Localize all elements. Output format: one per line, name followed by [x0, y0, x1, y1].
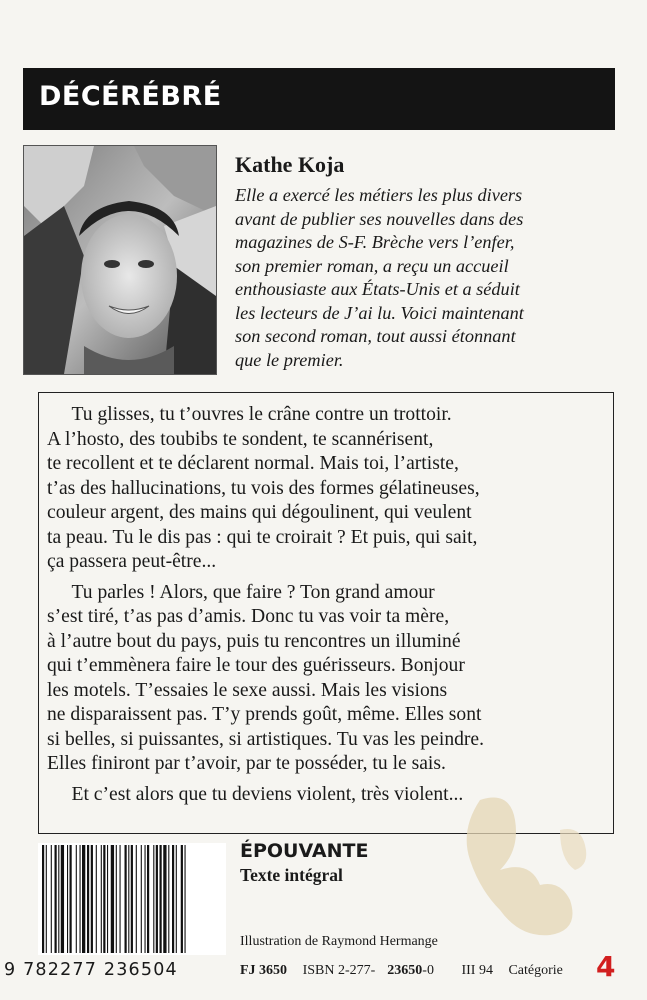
barcode [38, 843, 226, 955]
blurb-line: Et c’est alors que tu deviens violent, très violent... [47, 783, 464, 805]
blurb-box [38, 392, 614, 834]
publication-info [240, 963, 575, 979]
blurb-line: s’est tiré, t’as pas d’amis. Donc tu vas voir ta mère, [47, 606, 450, 627]
blurb-line: les motels. T’essaies le sexe aussi. Mais les visions [47, 679, 448, 701]
barcode-digits: 9 782277 236504 [4, 960, 178, 980]
author-name: Kathe Koja [235, 152, 345, 177]
blurb-line: A l’hosto, des toubibs te sondent, te scannérisent, [47, 428, 434, 450]
print-date: III 94 [461, 963, 493, 978]
stain-mark [440, 790, 600, 940]
isbn-prefix: ISBN 2-277- [302, 963, 376, 978]
book-title: DÉCÉRÉBRÉ [39, 81, 222, 112]
blurb-line: couleur argent, des mains qui dégoulinent, qui veulent [47, 502, 472, 523]
blurb-line: t’as des hallucinations, tu vois des formes gélatineuses, [47, 477, 480, 499]
genre-label: ÉPOUVANTE [240, 840, 369, 862]
bio-line: son premier roman, a reçu un accueil [235, 255, 509, 276]
full-text-label: Texte intégral [240, 865, 343, 885]
barcode-icon [38, 843, 226, 955]
blurb-line: qui t’emmènera faire le tour des guérisseurs. Bonjour [47, 655, 465, 676]
isbn-bold: 23650 [387, 963, 423, 978]
bio-line: les lecteurs de J’ai lu. Voici maintenant [235, 302, 524, 323]
category-label: Catégorie [508, 963, 563, 978]
author-photo [23, 145, 217, 375]
blurb-line: à l’autre bout du pays, puis tu rencontres un illuminé [47, 630, 461, 652]
bio-line: avant de publier ses nouvelles dans des [235, 208, 524, 229]
bio-line: Elle a exercé les métiers les plus divers [235, 185, 523, 205]
blurb-line: ta peau. Tu le dis pas : qui te croirait ? Et puis, qui sait, [47, 526, 478, 548]
title-bar [23, 68, 615, 130]
blurb-line: te recollent et te déclarent normal. Mais toi, l’artiste, [47, 453, 459, 474]
blurb-line: ça passera peut-être... [47, 551, 217, 572]
blurb-line: Tu parles ! Alors, que faire ? Ton grand amour [47, 581, 435, 603]
blurb-paragraph [47, 581, 607, 777]
bio-line: magazines de S-F. Brèche vers l’enfer, [235, 232, 515, 252]
blurb-line: Tu glisses, tu t’ouvres le crâne contre un trottoir. [47, 404, 452, 425]
blurb-line: si belles, si puissantes, si artistiques. Tu vas les peindre. [47, 728, 485, 750]
blurb-paragraph [47, 403, 607, 575]
author-portrait-image [24, 146, 216, 374]
isbn-suffix: -0 [422, 963, 434, 978]
bio-line: que le premier. [235, 349, 344, 370]
blurb-line: Elles finiront par t’avoir, par te posséder, tu le sais. [47, 753, 446, 774]
blurb-line: ne disparaissent pas. T’y prends goût, même. Elles sont [47, 704, 482, 725]
bio-line: son second roman, tout aussi étonnant [235, 326, 516, 346]
author-bio [235, 184, 610, 372]
illustration-credit: Illustration de Raymond Hermange [240, 934, 438, 949]
bio-line: enthousiaste aux États-Unis et a séduit [235, 279, 520, 299]
blurb-text [47, 403, 607, 807]
isbn [303, 963, 446, 978]
category-number: 4 [596, 950, 616, 983]
series-code: FJ 3650 [240, 963, 288, 978]
